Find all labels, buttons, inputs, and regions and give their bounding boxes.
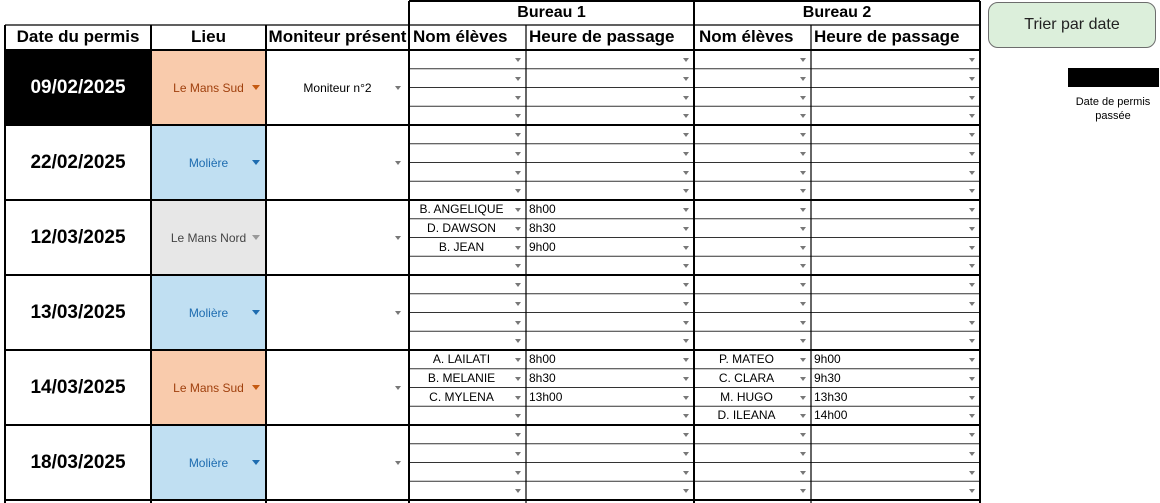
header-b2-noms: Nom élèves xyxy=(699,27,794,46)
student-name: B. MELANIE xyxy=(427,370,496,385)
passage-time: 13h00 xyxy=(529,389,563,404)
passage-time: 9h00 xyxy=(814,352,841,366)
student-name: D. ILEANA xyxy=(717,408,776,423)
passage-time: 9h30 xyxy=(814,370,841,385)
date-cell[interactable]: 13/03/2025 xyxy=(30,301,126,323)
date-cell[interactable]: 22/02/2025 xyxy=(30,151,126,173)
moniteur-value: Moniteur n°2 xyxy=(303,80,372,95)
header-lieu: Lieu xyxy=(191,27,226,46)
header-b1-heure: Heure de passage xyxy=(529,27,675,46)
lieu-value: Molière xyxy=(188,155,229,170)
date-cell[interactable]: 12/03/2025 xyxy=(30,226,126,248)
student-name: D. DAWSON xyxy=(427,220,496,235)
header-b2-heure: Heure de passage xyxy=(814,27,960,46)
legend-past-swatch xyxy=(1068,68,1159,87)
date-cell[interactable]: 18/03/2025 xyxy=(30,451,126,473)
header-moniteur: Moniteur présent xyxy=(268,27,407,46)
lieu-value: Le Mans Sud xyxy=(173,80,244,95)
lieu-value: Molière xyxy=(188,455,229,470)
student-name: M. HUGO xyxy=(720,389,773,404)
header-b1-noms: Nom élèves xyxy=(413,27,508,46)
student-name: C. MYLENA xyxy=(429,389,494,404)
lieu-value: Le Mans Nord xyxy=(170,230,247,245)
bureau2-title: Bureau 2 xyxy=(802,4,872,21)
date-cell[interactable]: 14/03/2025 xyxy=(30,376,126,398)
student-name: B. ANGELIQUE xyxy=(419,202,504,216)
lieu-value: Le Mans Sud xyxy=(173,380,244,395)
passage-time: 8h00 xyxy=(529,202,556,216)
student-name: C. CLARA xyxy=(718,370,775,385)
date-cell[interactable]: 09/02/2025 xyxy=(5,50,151,125)
passage-time: 13h30 xyxy=(814,389,848,404)
passage-time: 9h00 xyxy=(529,239,556,254)
student-name: B. JEAN xyxy=(438,239,485,254)
passage-time: 8h00 xyxy=(529,352,556,366)
passage-time: 8h30 xyxy=(529,220,556,235)
passage-time: 14h00 xyxy=(814,408,848,423)
header-date: Date du permis xyxy=(16,27,140,46)
passage-time: 8h30 xyxy=(529,370,556,385)
sort-by-date-button[interactable]: Trier par date xyxy=(988,2,1156,48)
legend-past-label: Date de permis passée xyxy=(1075,96,1151,122)
lieu-value: Molière xyxy=(188,305,229,320)
student-name: A. LAILATI xyxy=(432,352,491,366)
bureau1-title: Bureau 1 xyxy=(517,4,586,21)
student-name: P. MATEO xyxy=(719,352,774,366)
